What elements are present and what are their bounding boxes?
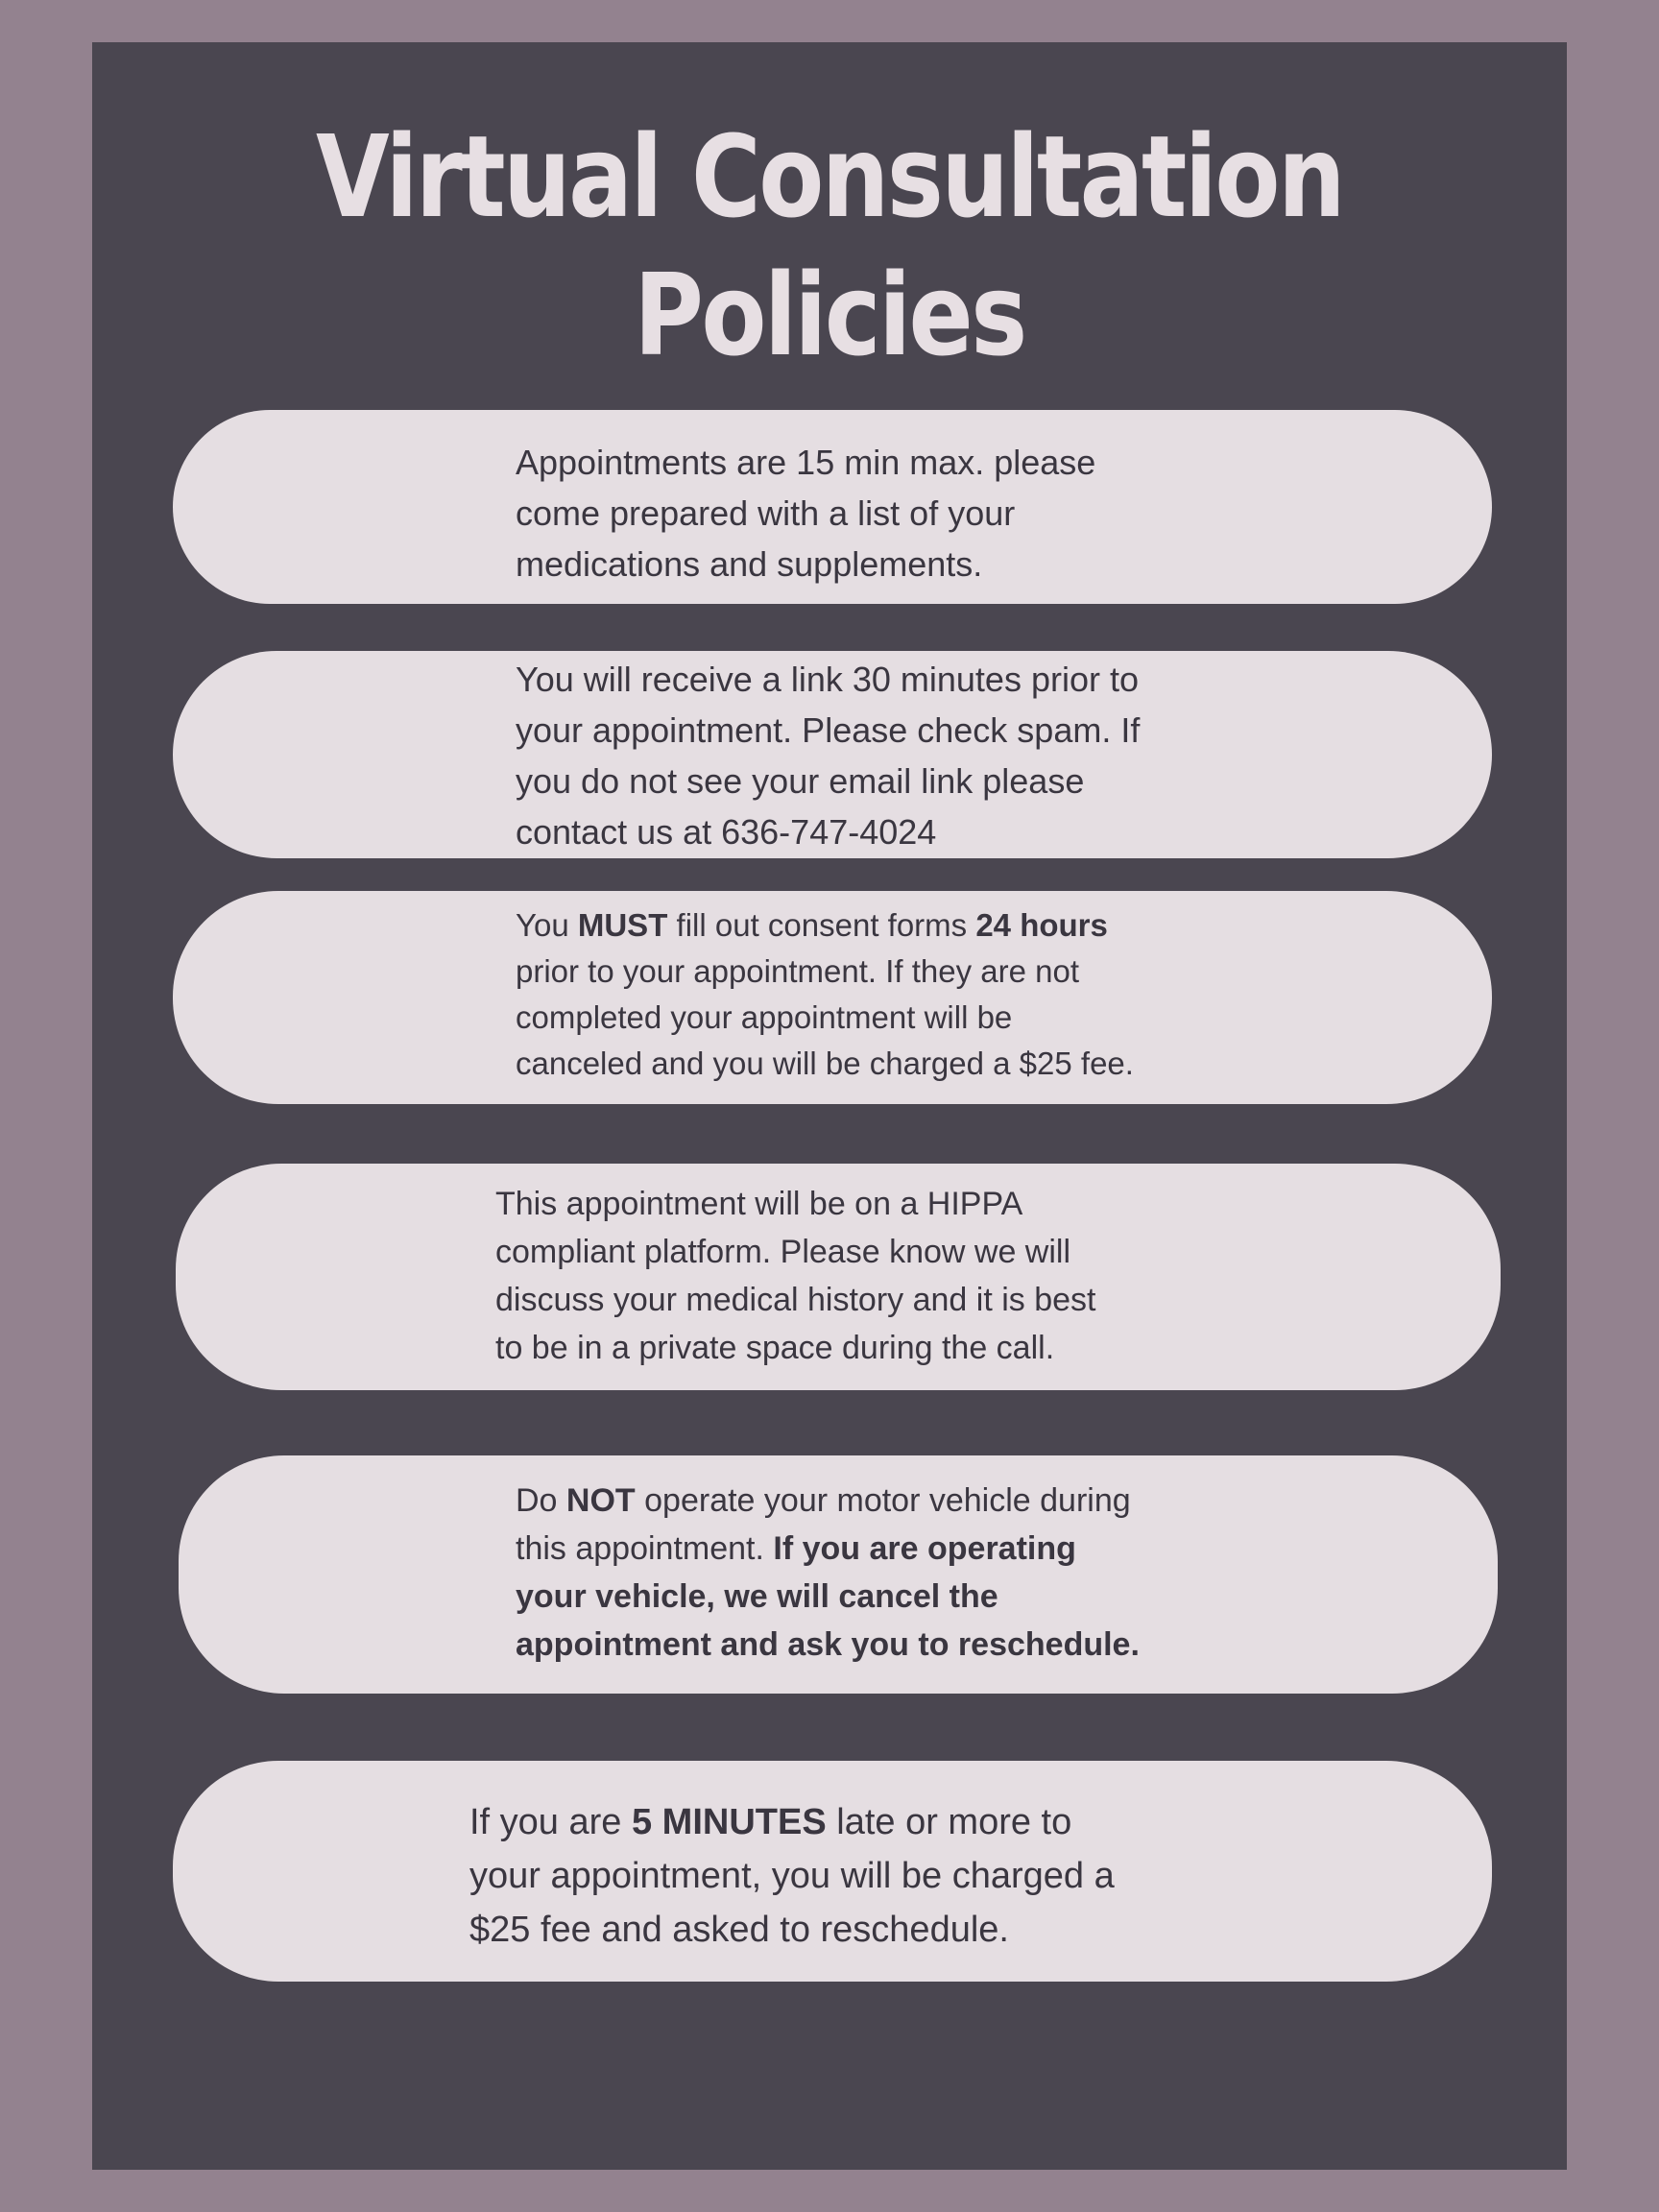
policy-text-consent: You MUST fill out consent forms 24 hours prior to your appointment. If they are not completed your appointment will be canceled and you will be charged a $25 fee. xyxy=(516,907,1134,1081)
title-line-1: Virtual Consultation xyxy=(316,110,1343,243)
title-line-2: Policies xyxy=(634,249,1025,381)
emphasis-not: NOT xyxy=(565,1482,636,1519)
emphasis-24-hours: 24 hours xyxy=(975,907,1108,943)
page-title xyxy=(132,108,1527,384)
emphasis-must: MUST xyxy=(577,907,668,943)
policy-text-late: If you are 5 MINUTES late or more to your appointment, you will be charged a $25 fee and asked to reschedule. xyxy=(469,1802,1115,1950)
emphasis-5-minutes: 5 MINUTES xyxy=(631,1802,827,1842)
policy-text-duration: Appointments are 15 min max. please come prepared with a list of your medications and supplements. xyxy=(516,443,1096,584)
policy-text-link: You will receive a link 30 minutes prior to your appointment. Please check spam. If you do not see your email link please contact us at 636-747-4024 xyxy=(516,660,1141,852)
policy-text-vehicle: Do NOT operate your motor vehicle during this appointment. If you are operating your vehicle, we will cancel the appointment and ask you to reschedule. xyxy=(516,1482,1140,1663)
policy-text-hipaa: This appointment will be on a HIPPA compliant platform. Please know we will discuss your medical history and it is best to be in a private space during the call. xyxy=(495,1186,1096,1366)
